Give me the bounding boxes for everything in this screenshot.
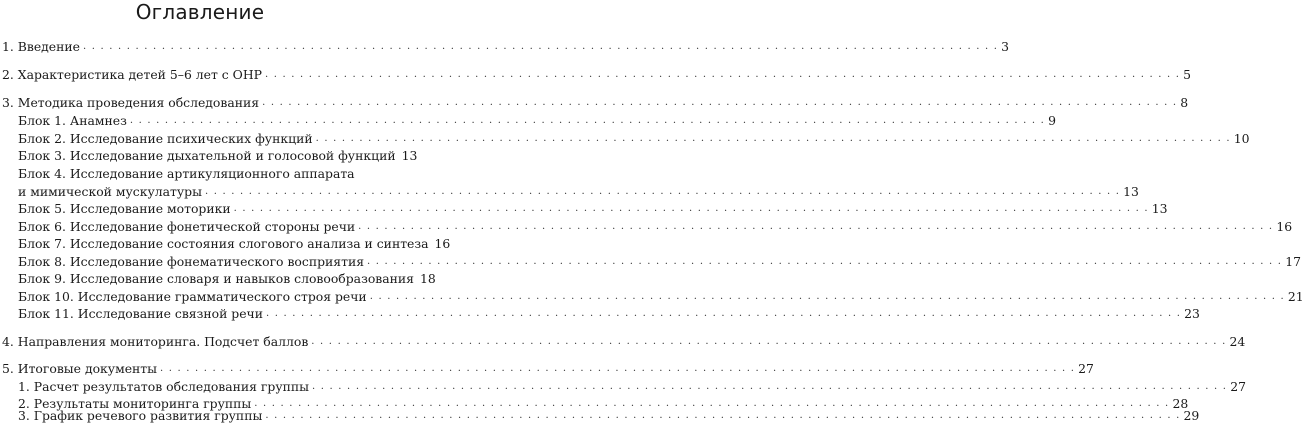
toc-entry-speech-development-chart[interactable] [18,407,1200,424]
toc-entry-label: Блок 6. Исследование фонетической стороны речи [18,219,356,234]
toc-entry-block-8[interactable] [18,253,1301,270]
toc-page-number: 27 [1078,361,1094,376]
toc-entry-label: 1. Введение [2,39,80,54]
toc-entry-block-2[interactable] [18,130,1250,147]
dot-leader [358,218,1273,235]
toc-entry-label: 2. Результаты мониторинга группы [18,396,252,411]
toc-entry-label: 1. Расчет результатов обследования группы [18,379,310,394]
toc-entry-label: Блок 3. Исследование дыхательной и голосовой функций [18,148,396,163]
toc-entry-block-9[interactable] [18,270,436,287]
page-title: Оглавление [135,0,265,24]
toc-entry-label: Блок 7. Исследование состояния слогового анализа и синтеза [18,236,429,251]
toc-page-number: 17 [1285,254,1301,269]
toc-entry-label: Блок 2. Исследование психических функций [18,131,313,146]
toc-entry-monitoring[interactable] [2,333,1246,350]
toc-page-number: 13 [401,148,418,163]
toc-entry-label: Блок 10. Исследование грамматического строя речи [18,289,367,304]
toc-page-number: 5 [1183,67,1192,82]
dot-leader [160,360,1075,377]
dot-leader [205,183,1120,200]
dot-leader [312,378,1227,395]
dot-leader [370,288,1285,305]
dot-leader [130,112,1045,129]
dot-leader [266,305,1181,322]
toc-page-number: 3 [1001,39,1010,54]
toc-entry-methodology[interactable] [2,94,1189,111]
toc-entry-label: 5. Итоговые документы [2,361,158,376]
dot-leader [265,407,1180,424]
dot-leader [311,333,1226,350]
toc-page-number: 8 [1180,95,1189,110]
dot-leader [234,200,1149,217]
toc-page-number: 13 [1123,184,1139,199]
dot-leader [316,130,1231,147]
toc-entry-block-10[interactable] [18,288,1304,305]
toc-entry-introduction[interactable] [2,38,1010,55]
toc-entry-block-1[interactable] [18,112,1056,129]
toc-entry-block-5[interactable] [18,200,1168,217]
toc-entry-label: 2. Характеристика детей 5–6 лет с ОНР [2,67,262,82]
toc-entry-block-3[interactable] [18,147,418,164]
toc-entry-group-results-calc[interactable] [18,378,1246,395]
toc-page-number: 24 [1229,334,1246,349]
toc-page-number: 29 [1183,408,1200,423]
toc-page-number: 28 [1172,396,1189,411]
dot-leader [262,94,1177,111]
toc-entry-label: 3. Методика проведения обследования [2,95,260,110]
toc-page-number: 27 [1230,379,1246,394]
toc-entry-block-4[interactable] [18,183,1139,200]
toc-page-number: 23 [1184,306,1200,321]
toc-page-number: 18 [420,271,436,286]
toc-entry-label: Блок 1. Анамнез [18,113,127,128]
dot-leader [83,38,998,55]
toc-entry-label: Блок 5. Исследование моторики [18,201,231,216]
toc-entry-block-4-line-1[interactable]: Блок 4. Исследование артикуляционного аппарата [18,166,355,181]
toc-entry-label: Блок 8. Исследование фонематического восприятия [18,254,365,269]
toc-page-number: 9 [1048,113,1056,128]
toc-page-number: 10 [1233,131,1250,146]
dot-leader [367,253,1282,270]
toc-entry-label: Блок 9. Исследование словаря и навыков словообразования [18,271,414,286]
toc-page-number: 21 [1287,289,1304,304]
toc-entry-characteristics[interactable] [2,66,1192,83]
toc-entry-block-11[interactable] [18,305,1200,322]
toc-entry-label: и мимической мускулатуры [18,184,202,199]
toc-entry-block-6[interactable] [18,218,1293,235]
toc-page-number: 16 [1276,219,1293,234]
toc-entry-label: 3. График речевого развития группы [18,408,263,423]
toc-entry-final-documents[interactable] [2,360,1094,377]
toc-page-number: 13 [1151,201,1168,216]
toc-page-number: 16 [434,236,451,251]
toc-entry-label: Блок 11. Исследование связной речи [18,306,264,321]
dot-leader [265,66,1180,83]
toc-entry-label: 4. Направления мониторинга. Подсчет баллов [2,334,309,349]
toc-entry-block-7[interactable] [18,235,451,252]
